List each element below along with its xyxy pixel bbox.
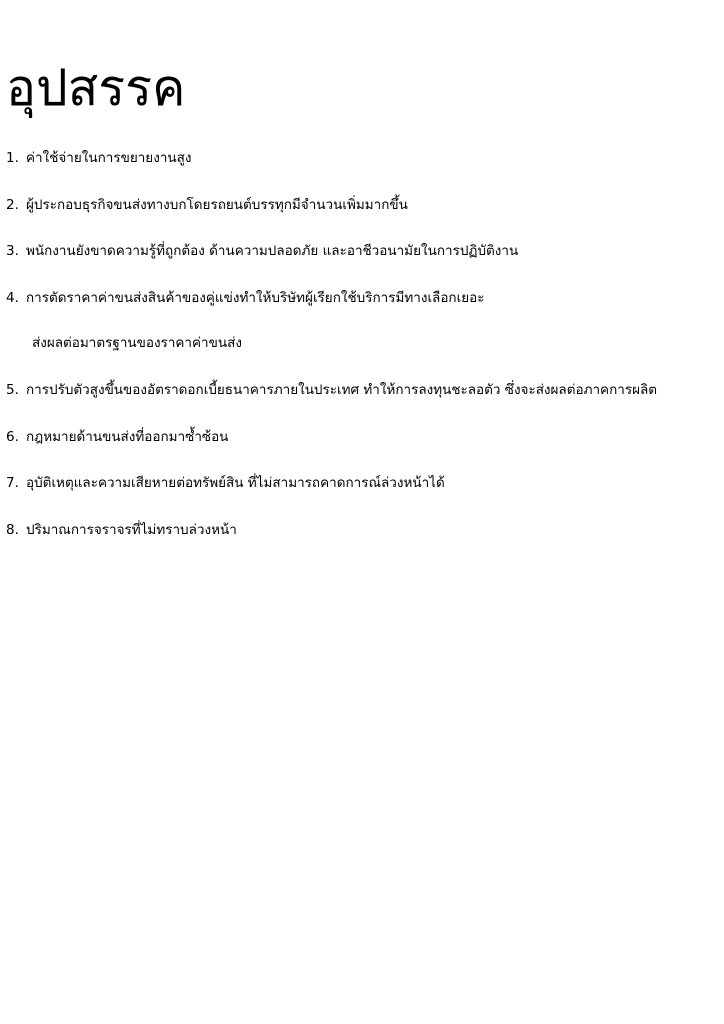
item-text: ผู้ประกอบธุรกิจขนส่งทางบกโดยรถยนต์บรรทุกมีจำนวนเพิ่มมากขึ้น: [26, 197, 408, 213]
item-number: 3.: [6, 243, 19, 259]
item-number: 8.: [6, 522, 19, 538]
list-item: [6, 240, 518, 262]
item-text: กฎหมายด้านขนส่งที่ออกมาซ้ำซ้อน: [26, 429, 229, 445]
item-number: 4.: [6, 290, 19, 306]
item-text: การปรับตัวสูงขึ้นของอัตราดอกเบี้ยธนาคารภายในประเทศ ทำให้การลงทุนชะลอตัว ซึ่งจะส่งผลต่อภาคการผลิต: [26, 382, 658, 398]
list-item: [6, 519, 237, 541]
list-item: [6, 379, 657, 401]
item-text: พนักงานยังขาดความรู้ที่ถูกต้อง ด้านความปลอดภัย และอาชีวอนามัยในการปฏิบัติงาน: [26, 243, 519, 259]
page-title: อุปสรรค: [6, 59, 186, 117]
list-item: [6, 472, 445, 494]
item-text: การตัดราคาค่าขนส่งสินค้าของคู่แข่งทำให้บริษัทผู้เรียกใช้บริการมีทางเลือกเยอะ: [26, 290, 485, 306]
item-number: 6.: [6, 429, 19, 445]
item-number: 5.: [6, 382, 19, 398]
item-text: ค่าใช้จ่ายในการขยายงานสูง: [26, 150, 192, 166]
item-number: 2.: [6, 197, 19, 213]
list-item-continuation: ส่งผลต่อมาตรฐานของราคาค่าขนส่ง: [32, 335, 242, 351]
item-number: 7.: [6, 475, 19, 491]
item-text: อุบัติเหตุและความเสียหายต่อทรัพย์สิน ที่ไม่สามารถคาดการณ์ล่วงหน้าได้: [26, 475, 445, 491]
item-number: 1.: [6, 150, 19, 166]
list-item: [6, 194, 408, 216]
list-item: [6, 287, 485, 309]
list-item: [6, 147, 191, 169]
item-text: ปริมาณการจราจรที่ไม่ทราบล่วงหน้า: [26, 522, 237, 538]
list-item: [6, 426, 228, 448]
